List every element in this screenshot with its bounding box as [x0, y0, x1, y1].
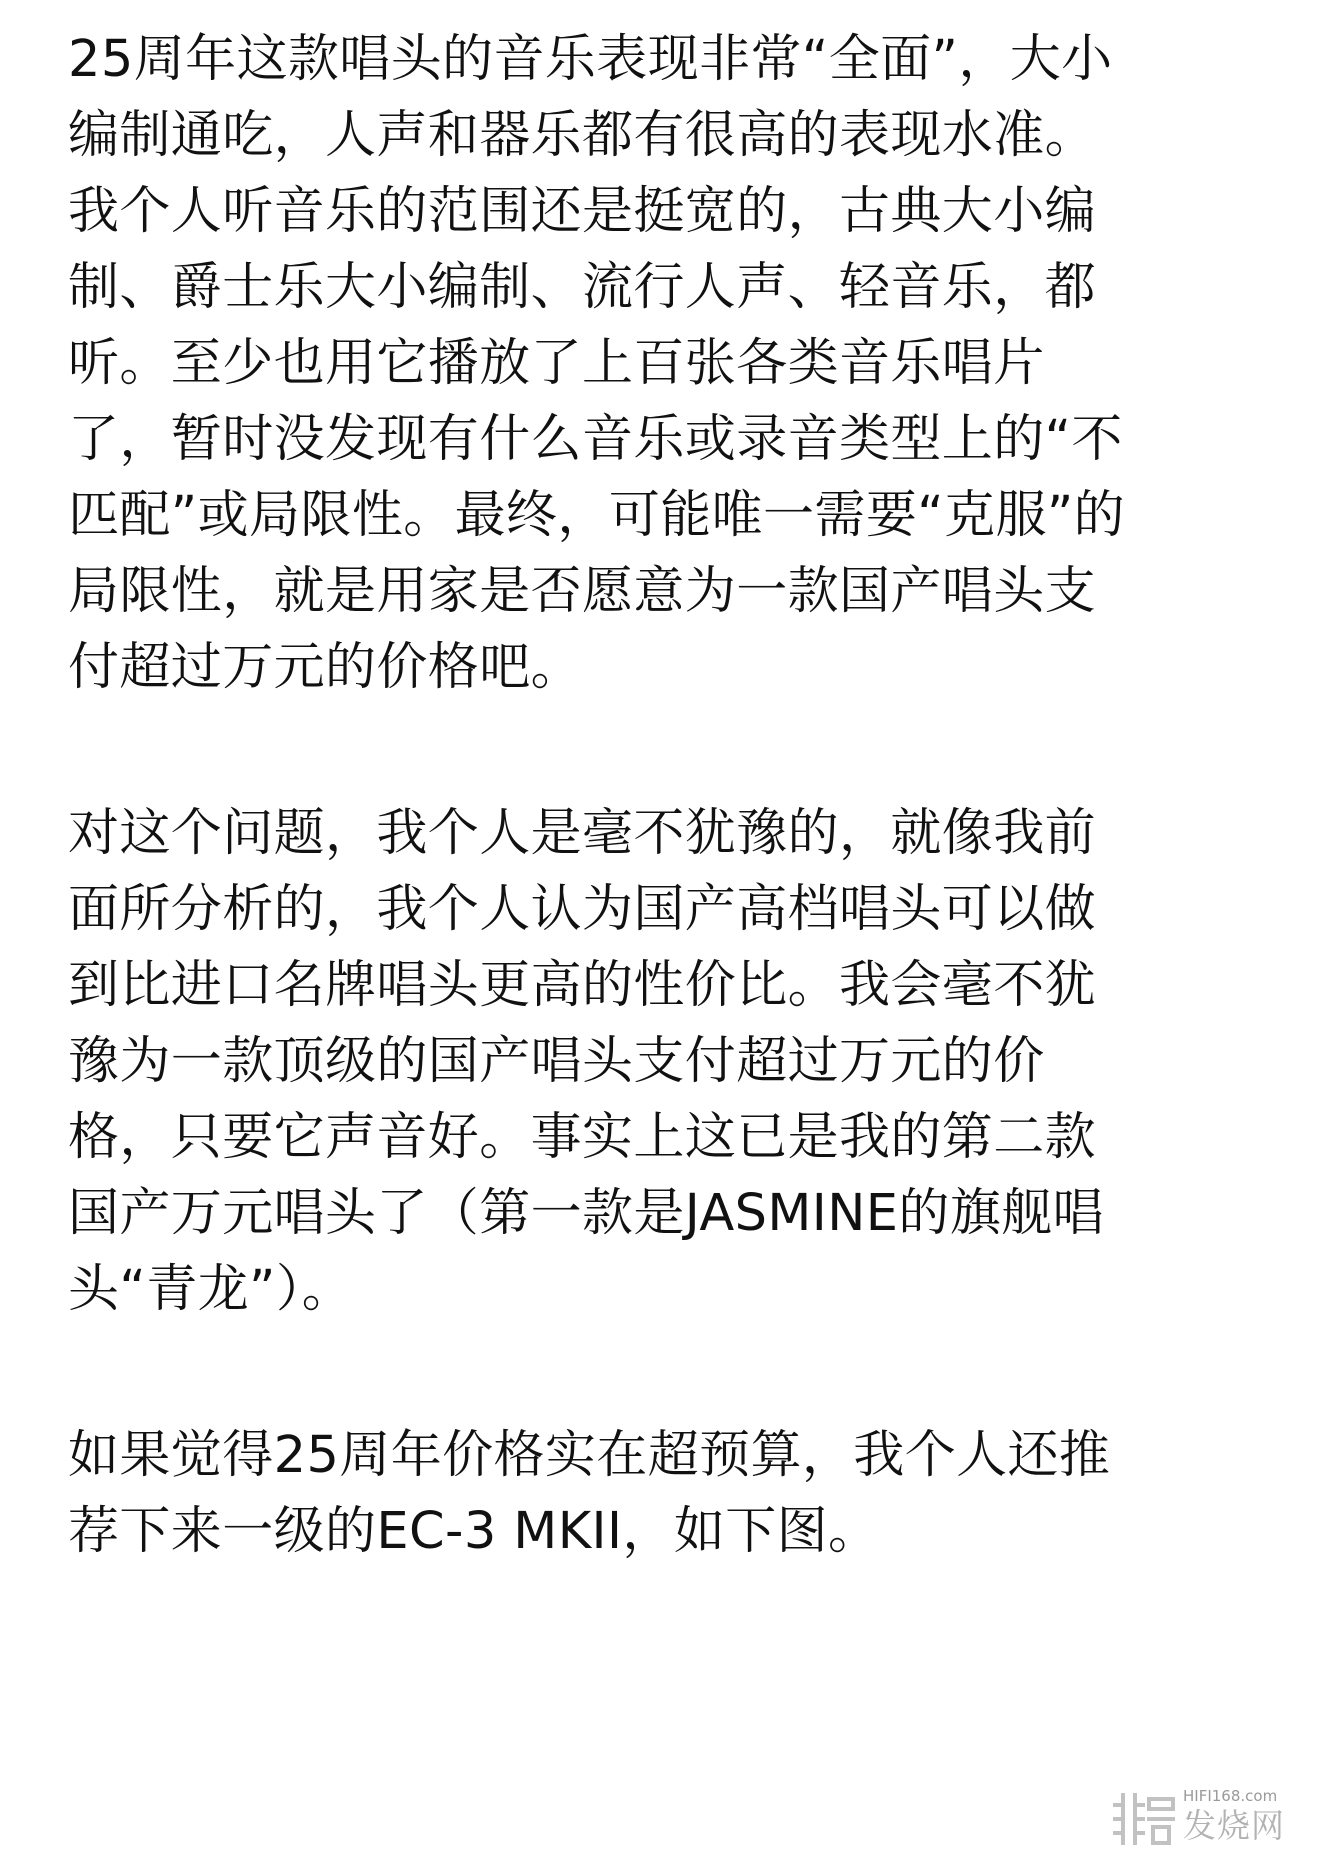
watermark-url: HIFI168.com: [1183, 1787, 1278, 1805]
text-line: 格，只要它声音好。事实上这已是我的第二款: [68, 1108, 1097, 1167]
text-line: 对这个问题，我个人是毫不犹豫的，就像我前: [68, 804, 1097, 863]
article-body: [68, 22, 1278, 1570]
text-line: 头“青龙”）。: [68, 1260, 354, 1319]
text-line: 国产万元唱头了（第一款是JASMINE的旗舰唱: [68, 1184, 1105, 1243]
text-line: 25周年这款唱头的音乐表现非常“全面”，大小: [68, 30, 1113, 89]
text-line: 局限性，就是用家是否愿意为一款国产唱头支: [68, 562, 1097, 621]
text-line: 制、爵士乐大小编制、流行人声、轻音乐，都: [68, 258, 1097, 317]
text-line: 面所分析的，我个人认为国产高档唱头可以做: [68, 880, 1097, 939]
paragraph-1: [68, 22, 1278, 706]
text-line: 了，暂时没发现有什么音乐或录音类型上的“不: [68, 410, 1123, 469]
text-line: 我个人听音乐的范围还是挺宽的，古典大小编: [68, 182, 1097, 241]
paragraph-2: [68, 796, 1278, 1328]
site-watermark: [1113, 1785, 1323, 1851]
text-line: 编制通吃，人声和器乐都有很高的表现水准。: [68, 106, 1097, 165]
text-line: 豫为一款顶级的国产唱头支付超过万元的价: [68, 1032, 1045, 1091]
paragraph-3: [68, 1418, 1278, 1570]
text-line: 听。至少也用它播放了上百张各类音乐唱片: [68, 334, 1045, 393]
text-line: 如果觉得25周年价格实在超预算，我个人还推: [68, 1426, 1111, 1485]
text-line: 荐下来一级的EC-3 MKII，如下图。: [68, 1502, 880, 1561]
watermark-name: 发烧网: [1183, 1806, 1285, 1845]
text-line: 到比进口名牌唱头更高的性价比。我会毫不犹: [68, 956, 1097, 1015]
text-line: 付超过万元的价格吧。: [68, 638, 583, 697]
hifi168-logo-icon: [1113, 1791, 1177, 1847]
text-line: 匹配”或局限性。最终，可能唯一需要“克服”的: [68, 486, 1126, 545]
